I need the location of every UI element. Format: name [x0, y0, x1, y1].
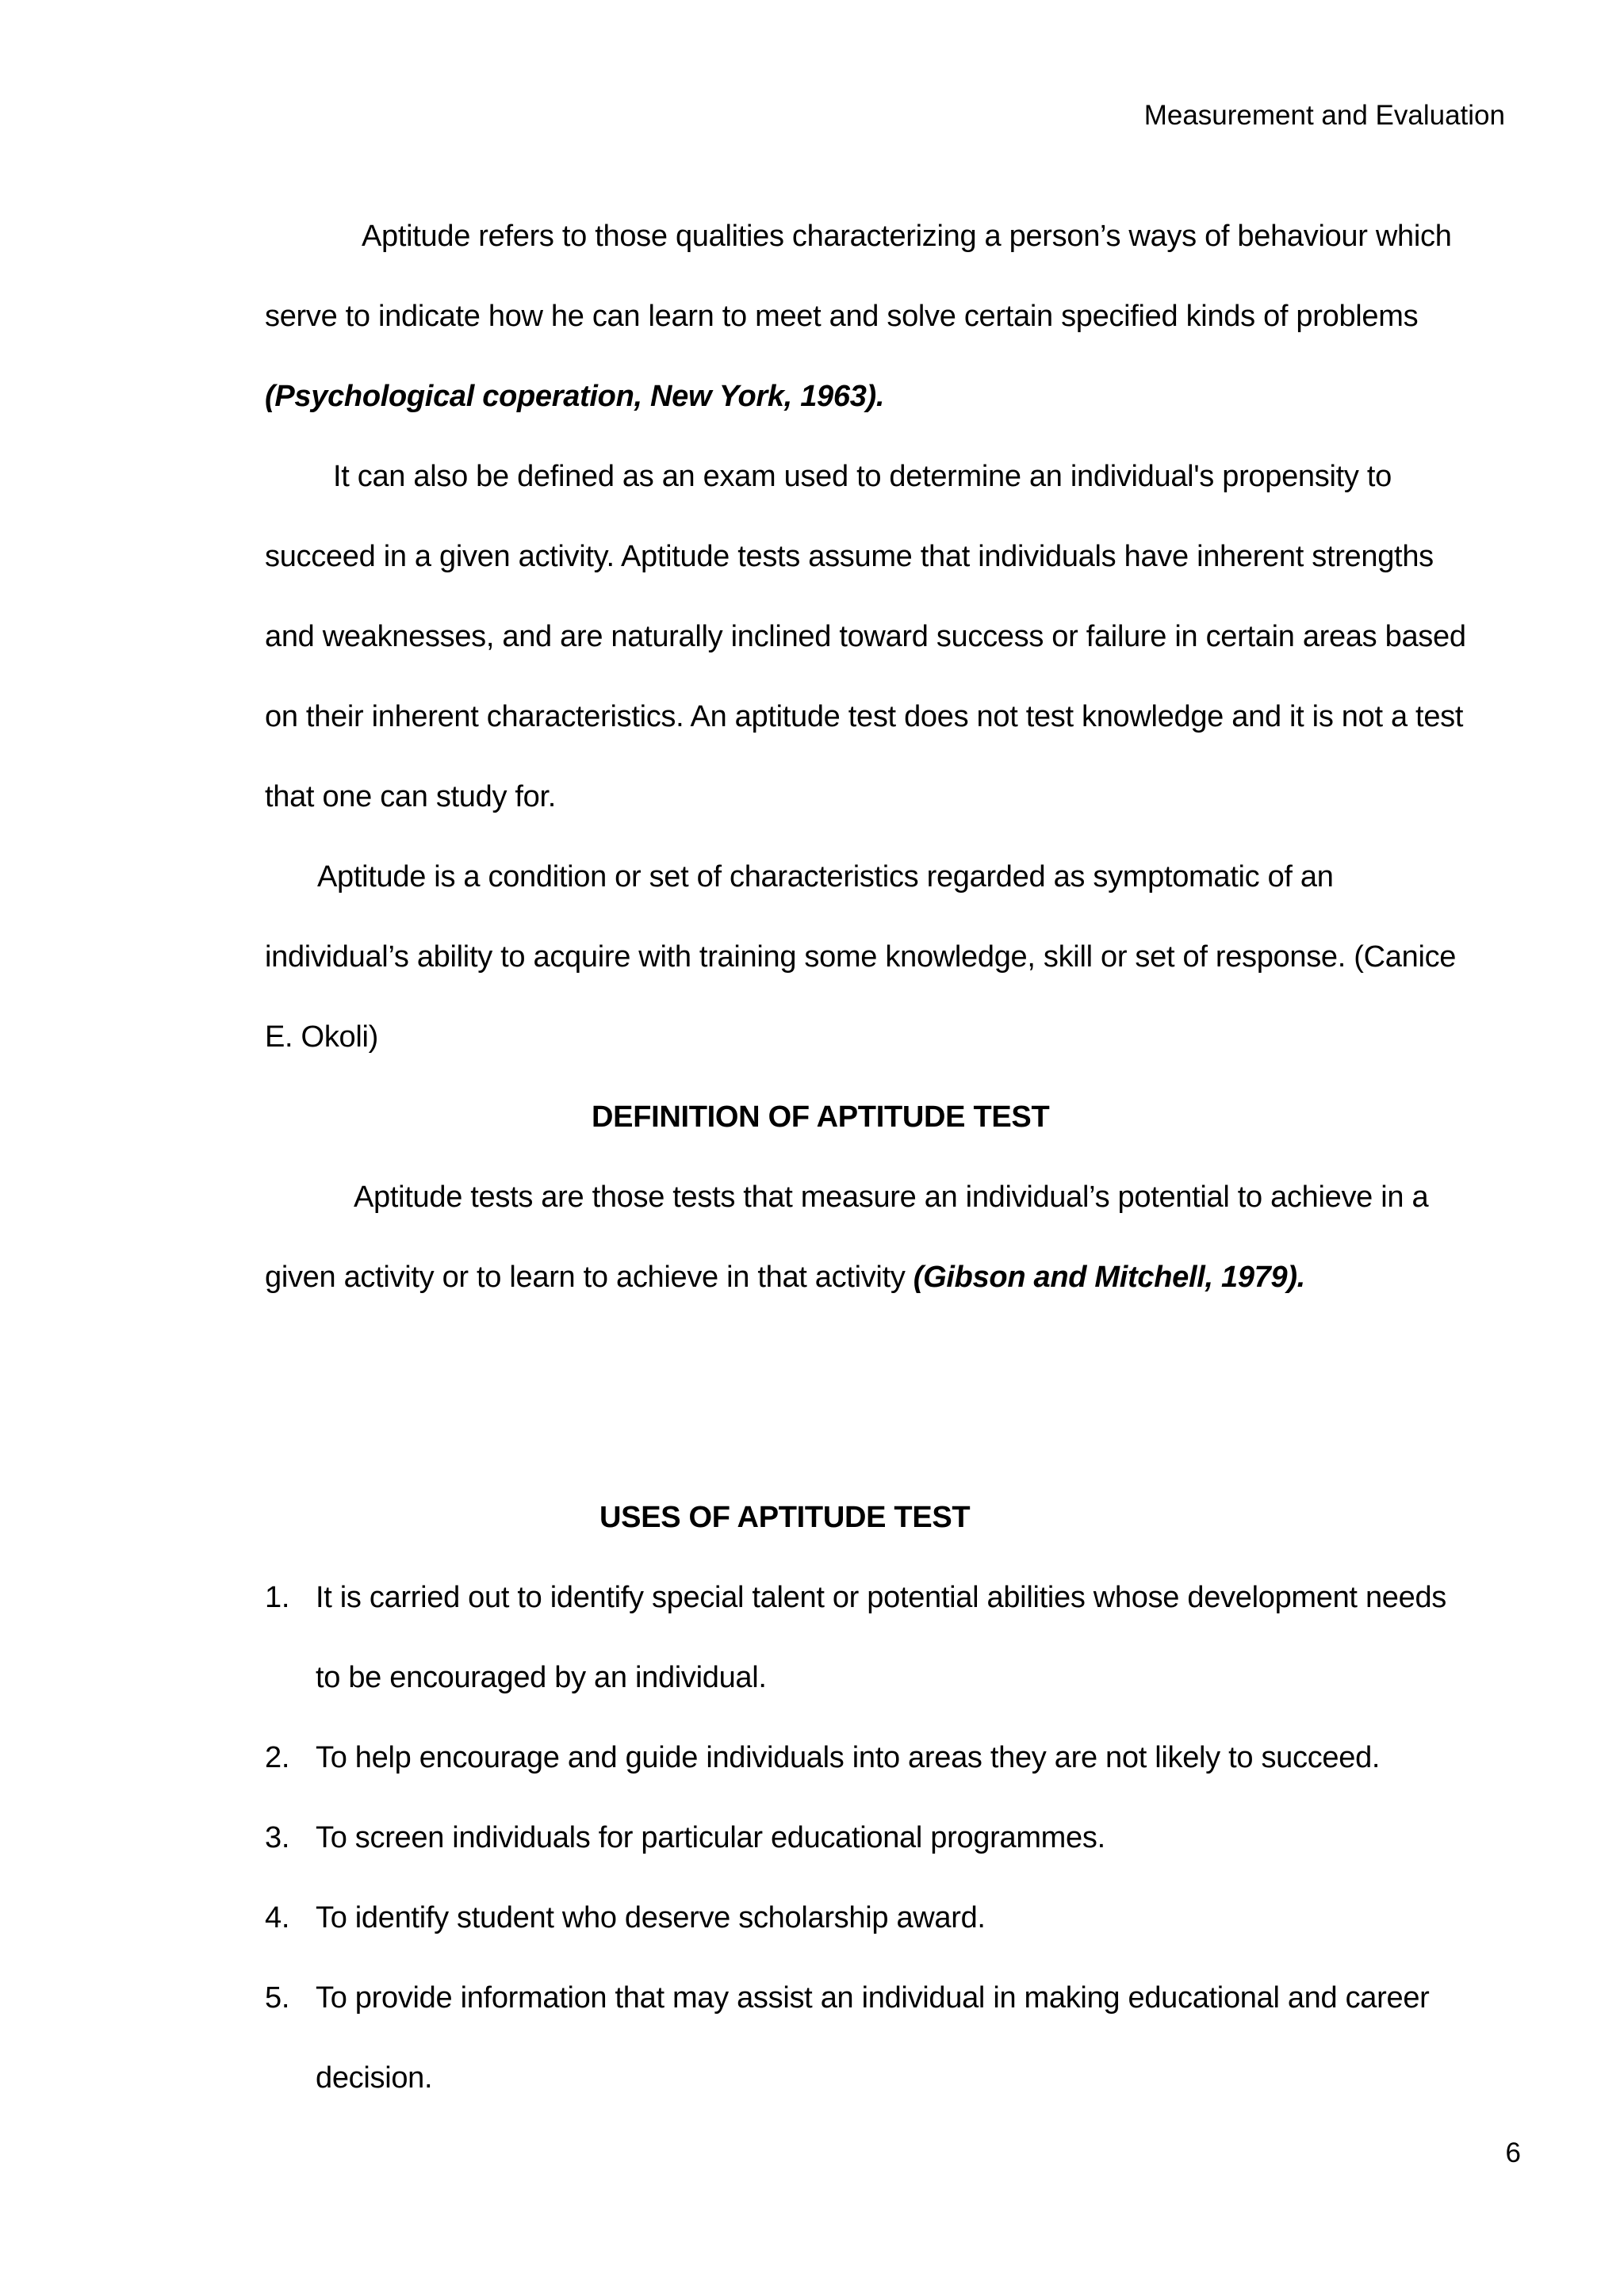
text-run: given activity or to learn to achieve in that activity	[265, 1261, 914, 1294]
text-line: Aptitude is a condition or set of characteristics regarded as symptomatic of an	[317, 860, 1334, 894]
text-line: serve to indicate how he can learn to meet and solve certain specified kinds of problems	[265, 300, 1419, 333]
text-line: Aptitude refers to those qualities characterizing a person’s ways of behaviour which	[362, 220, 1452, 253]
text-line: on their inherent characteristics. An aptitude test does not test knowledge and it is not a test	[265, 700, 1464, 733]
paragraph-definition	[265, 1158, 1510, 1318]
text-line: To provide information that may assist an individual in making educational and career	[316, 1981, 1430, 2015]
text-line: It can also be defined as an exam used to determine an individual's propensity to	[333, 460, 1392, 493]
list-item	[265, 1558, 1510, 1718]
text-line: E. Okoli)	[265, 1020, 378, 1054]
paragraph-aptitude-exam	[265, 437, 1510, 837]
list-number: 1.	[265, 1581, 290, 1614]
list-number: 5.	[265, 1981, 290, 2015]
text-line: It is carried out to identify special talent or potential abilities whose development needs	[316, 1581, 1446, 1614]
blank-space	[265, 1318, 1510, 1478]
list-number: 4.	[265, 1901, 290, 1934]
text-line: individual’s ability to acquire with training some knowledge, skill or set of response. (Canice	[265, 940, 1457, 974]
paragraph-aptitude-meaning	[265, 197, 1510, 437]
text-line: To identify student who deserve scholarship award.	[316, 1901, 986, 1934]
section-heading-uses: USES OF APTITUDE TEST	[599, 1501, 971, 1534]
page-number: 6	[1505, 2137, 1521, 2168]
text-line: succeed in a given activity. Aptitude tests assume that individuals have inherent strengths	[265, 540, 1434, 573]
text-line: To screen individuals for particular educational programmes.	[316, 1821, 1105, 1854]
list-item	[265, 1718, 1510, 1798]
text-line: to be encouraged by an individual.	[316, 1661, 767, 1694]
list-item	[265, 1878, 1510, 1958]
list-item	[265, 1798, 1510, 1878]
text-line: Aptitude tests are those tests that measure an individual’s potential to achieve in a	[354, 1181, 1429, 1214]
citation: (Psychological coperation, New York, 1963).	[265, 380, 885, 413]
uses-list	[265, 1558, 1510, 2118]
paragraph-aptitude-condition	[265, 837, 1510, 1077]
section-heading-definition: DEFINITION OF APTITUDE TEST	[592, 1100, 1050, 1134]
citation: (Gibson and Mitchell, 1979).	[913, 1261, 1305, 1294]
text-line: decision.	[316, 2061, 433, 2095]
document-body	[265, 197, 1510, 2118]
running-header: Measurement and Evaluation	[1143, 100, 1505, 131]
text-line: and weaknesses, and are naturally inclined toward success or failure in certain areas based	[265, 620, 1466, 653]
text-line: To help encourage and guide individuals into areas they are not likely to succeed.	[316, 1741, 1381, 1774]
text-line: that one can study for.	[265, 780, 557, 813]
list-number: 3.	[265, 1821, 290, 1854]
list-item	[265, 1958, 1510, 2118]
list-number: 2.	[265, 1741, 290, 1774]
text-line	[265, 1238, 1510, 1318]
